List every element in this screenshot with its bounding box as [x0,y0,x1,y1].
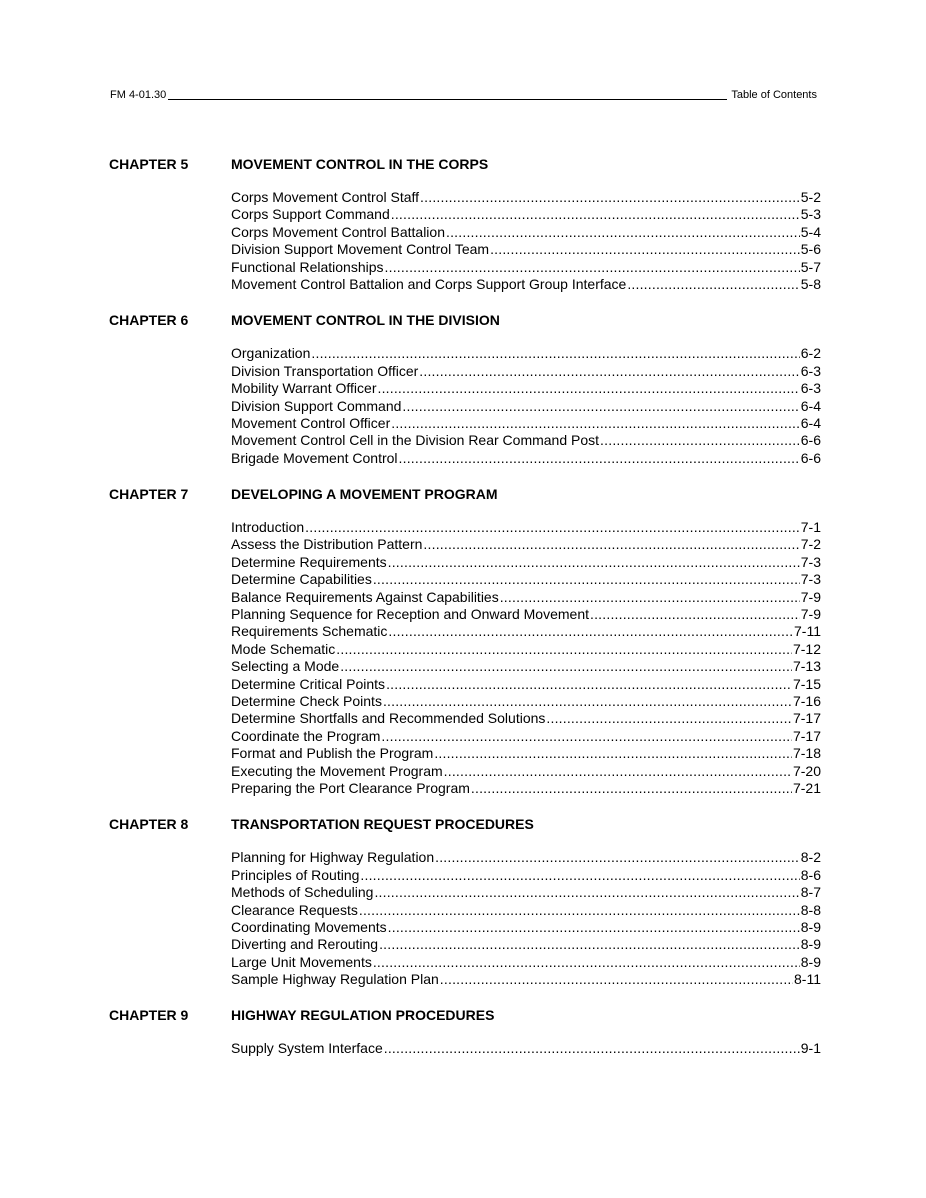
entry-title: Corps Support Command [231,206,390,223]
entry-page-number: 5-3 [800,206,821,223]
section-title: Table of Contents [731,89,817,101]
entry-title: Movement Control Cell in the Division Rear Command Post [231,432,600,449]
dot-leader [434,745,792,762]
chapter-label: CHAPTER 5 [109,156,189,172]
entry-page-number: 7-13 [792,658,821,675]
dot-leader [359,902,800,919]
dot-leader [444,763,792,780]
entry-page-number: 6-6 [800,449,821,466]
entry-title: Coordinating Movements [231,918,387,935]
toc-entry [231,971,821,988]
entry-page-number: 6-3 [800,380,821,397]
toc-entry [231,241,821,258]
chapter-section [109,484,821,797]
entry-page-number: 7-17 [792,710,821,727]
entry-title: Methods of Scheduling [231,884,374,901]
entry-title: Assess the Distribution Pattern [231,536,423,553]
chapter-heading [109,814,821,834]
dot-leader [399,450,800,467]
toc-entry [231,710,821,727]
chapter-title: MOVEMENT CONTROL IN THE CORPS [231,156,489,172]
dot-leader [305,519,800,536]
dot-leader [600,432,800,449]
toc-entry [231,206,821,223]
entry-page-number: 6-4 [800,397,821,414]
dot-leader [419,363,800,380]
chapter-label: CHAPTER 8 [109,816,189,833]
entry-title: Mobility Warrant Officer [231,380,377,397]
entry-page-number: 5-8 [800,275,821,292]
entry-page-number: 6-6 [800,432,821,449]
toc-entry [231,1040,821,1057]
toc-entry [231,884,821,901]
toc-entry [231,641,821,658]
entry-title: Organization [231,345,311,362]
page-header [110,89,817,102]
chapter-heading [109,154,821,174]
entry-title: Principles of Routing [231,866,360,883]
entry-title: Determine Shortfalls and Recommended Solutions [231,710,546,727]
chapter-title: HIGHWAY REGULATION PROCEDURES [231,1007,495,1024]
entry-title: Division Support Command [231,397,402,414]
chapter-section [109,814,821,988]
entry-title: Preparing the Port Clearance Program [231,779,470,796]
dot-leader [374,884,799,901]
chapter-label: CHAPTER 9 [109,1007,189,1024]
toc-entry [231,189,821,206]
entry-page-number: 7-2 [800,536,821,553]
entry-title: Determine Capabilities [231,571,372,588]
entry-page-number: 8-9 [800,936,821,953]
entry-title: Introduction [231,519,305,536]
entry-title: Large Unit Movements [231,953,372,970]
entry-page-number: 6-4 [800,414,821,431]
dot-leader [490,241,800,258]
entry-title: Sample Highway Regulation Plan [231,971,439,988]
dot-leader [391,206,800,223]
entry-title: Executing the Movement Program [231,762,443,779]
entry-title: Supply System Interface [231,1040,383,1057]
table-of-contents [109,154,821,1075]
entry-page-number: 7-9 [800,606,821,623]
entry-title: Division Transportation Officer [231,362,419,379]
entry-title: Clearance Requests [231,901,358,918]
toc-entry [231,693,821,710]
chapter-heading [109,1005,821,1025]
entry-page-number: 9-1 [800,1040,821,1057]
entry-title: Format and Publish the Program [231,745,434,762]
toc-entry [231,763,821,780]
dot-leader [336,641,792,658]
dot-leader [627,276,799,293]
entry-page-number: 8-2 [800,849,821,866]
dot-leader [383,693,792,710]
dot-leader [360,867,799,884]
dot-leader [373,954,800,971]
toc-entry [231,589,821,606]
toc-entry [231,224,821,241]
dot-leader [373,571,800,588]
toc-entry [231,380,821,397]
entry-page-number: 8-7 [800,884,821,901]
entry-page-number: 7-1 [800,519,821,536]
dot-leader [340,658,792,675]
toc-entry [231,432,821,449]
entry-page-number: 8-9 [800,918,821,935]
toc-entry [231,676,821,693]
toc-entry [231,554,821,571]
toc-entry [231,954,821,971]
toc-entry [231,415,821,432]
toc-entry [231,259,821,276]
entry-title: Planning for Highway Regulation [231,849,435,866]
entry-page-number: 7-20 [792,762,821,779]
entry-page-number: 5-4 [800,223,821,240]
chapter-section [109,1005,821,1057]
entry-page-number: 7-3 [800,553,821,570]
dot-leader [388,919,800,936]
chapter-section [109,154,821,293]
entry-title: Coordinate the Program [231,727,381,744]
toc-entry [231,780,821,797]
toc-entry [231,363,821,380]
toc-entry [231,745,821,762]
entry-title: Movement Control Officer [231,414,391,431]
dot-leader [546,710,792,727]
toc-entry [231,849,821,866]
entry-page-number: 7-15 [792,675,821,692]
dot-leader [423,536,799,553]
dot-leader [377,380,799,397]
entry-page-number: 7-18 [792,745,821,762]
entry-page-number: 8-9 [800,953,821,970]
chapter-title: DEVELOPING A MOVEMENT PROGRAM [231,486,498,503]
dot-leader [381,728,792,745]
toc-entry [231,450,821,467]
entry-page-number: 7-12 [792,640,821,657]
entry-title: Corps Movement Control Staff [231,189,420,205]
dot-leader [446,224,800,241]
entry-title: Determine Check Points [231,692,382,709]
entry-page-number: 7-3 [800,571,821,588]
entry-title: Brigade Movement Control [231,449,398,466]
chapter-label: CHAPTER 6 [109,312,189,329]
entry-page-number: 6-2 [800,345,821,362]
toc-entry [231,606,821,623]
toc-entry [231,536,821,553]
toc-entry [231,902,821,919]
toc-entry [231,936,821,953]
dot-leader [420,189,800,206]
dot-leader [590,606,800,623]
toc-entry [231,658,821,675]
entry-title: Corps Movement Control Battalion [231,223,445,240]
chapter-section [109,310,821,467]
entry-title: Selecting a Mode [231,658,340,675]
entry-title: Diverting and Rerouting [231,936,379,953]
entry-title: Determine Critical Points [231,675,386,692]
dot-leader [388,554,800,571]
dot-leader [386,676,792,693]
dot-leader [384,1040,800,1057]
toc-entry [231,867,821,884]
document-id: FM 4-01.30 [110,89,167,101]
entry-page-number: 5-7 [800,258,821,275]
dot-leader [391,415,800,432]
dot-leader [500,589,800,606]
dot-leader [471,780,792,797]
chapter-heading [109,484,821,504]
dot-leader [385,259,800,276]
entry-page-number: 8-8 [800,901,821,918]
entry-title: Functional Relationships [231,258,384,275]
toc-entry [231,571,821,588]
toc-entry [231,728,821,745]
entry-title: Determine Requirements [231,553,387,570]
dot-leader [388,623,793,640]
entry-page-number: 7-21 [792,779,821,796]
toc-entry [231,519,821,536]
toc-entry [231,276,821,293]
chapter-title: TRANSPORTATION REQUEST PROCEDURES [231,816,534,833]
toc-entry [231,623,821,640]
entry-page-number: 8-6 [800,866,821,883]
dot-leader [402,398,799,415]
dot-leader [435,849,800,866]
entry-page-number: 7-17 [792,727,821,744]
entry-page-number: 6-3 [800,362,821,379]
chapter-heading [109,310,821,330]
entry-title: Requirements Schematic [231,623,388,640]
entry-page-number: 8-11 [794,971,821,988]
dot-leader [440,971,793,988]
entry-page-number: 7-16 [792,692,821,709]
chapter-title: MOVEMENT CONTROL IN THE DIVISION [231,312,500,329]
entry-page-number: 5-6 [800,241,821,258]
dot-leader [311,345,799,362]
chapter-label: CHAPTER 7 [109,486,189,503]
toc-entry [231,919,821,936]
entry-title: Mode Schematic [231,640,336,657]
entry-page-number: 5-2 [800,189,821,205]
dot-leader [379,936,800,953]
header-rule [168,99,727,100]
entry-title: Movement Control Battalion and Corps Support Group Interface [231,275,627,292]
entry-title: Balance Requirements Against Capabilities [231,588,499,605]
entry-page-number: 7-11 [794,623,821,640]
entry-title: Planning Sequence for Reception and Onward Movement [231,606,589,623]
entry-title: Division Support Movement Control Team [231,241,490,258]
entry-page-number: 7-9 [800,588,821,605]
toc-entry [231,398,821,415]
toc-entry [231,345,821,362]
